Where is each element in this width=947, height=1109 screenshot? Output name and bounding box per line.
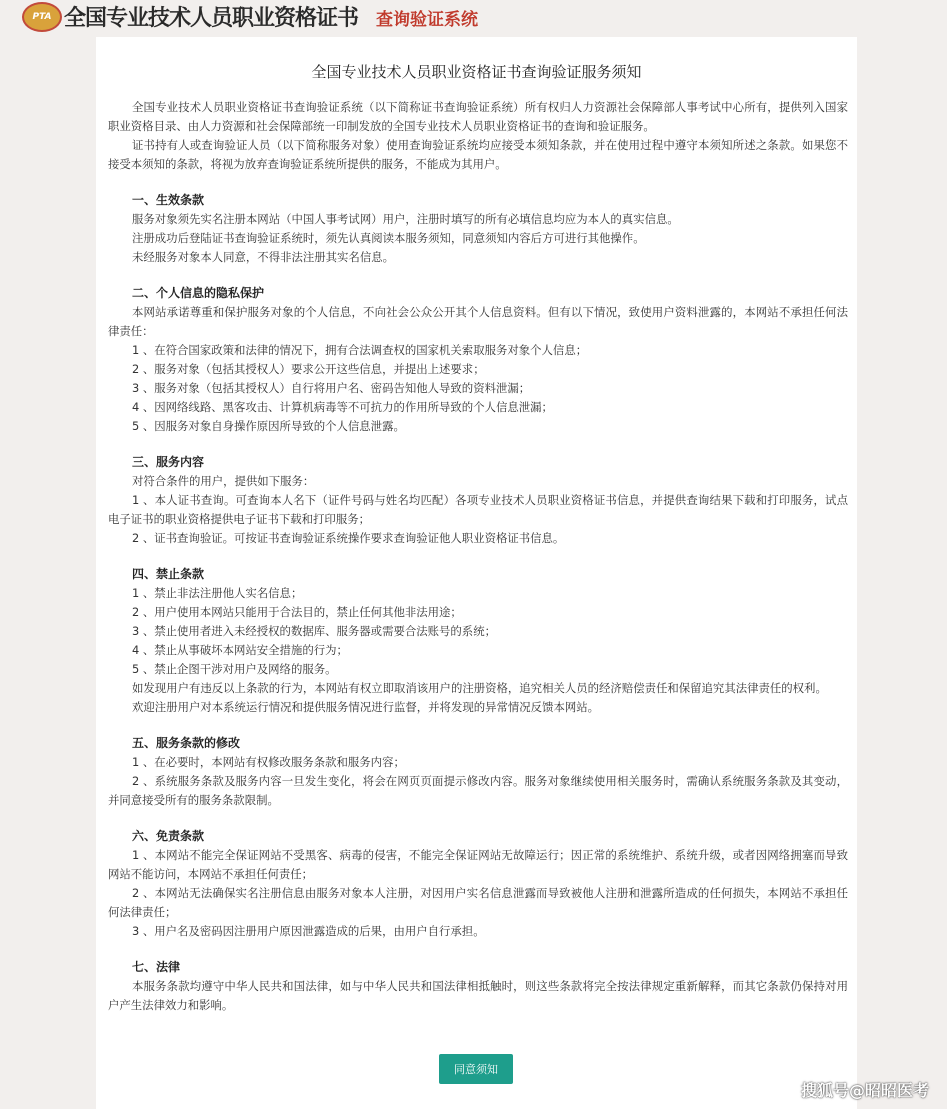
section-line: 2 、服务对象（包括其授权人）要求公开这些信息，并提出上述要求； — [132, 362, 485, 376]
notice-panel — [96, 37, 857, 1109]
section-line: 3 、禁止使用者进入未经授权的数据库、服务器或需要合法账号的系统； — [132, 624, 496, 638]
section-line: 1 、禁止非法注册他人实名信息； — [132, 586, 303, 600]
section-line: 本服务条款均遵守中华人民共和国法律，如与中华人民共和国法律相抵触时，则这些条款将完全按法律规定重新解释，而其它条款仍保持对用户产生法律效力和影响。 — [108, 979, 848, 1012]
section-line: 2 、系统服务条款及服务内容一旦发生变化，将会在网页页面提示修改内容。服务对象继续使用相关服务时，需确认系统服务条款及其变动，并同意接受所有的服务条款限制。 — [108, 774, 848, 807]
watermark: 搜狐号@昭昭医考 — [800, 1081, 929, 1100]
section-title: 五、服务条款的修改 — [132, 736, 241, 750]
agree-button[interactable]: 同意须知 — [439, 1054, 513, 1084]
section-line: 注册成功后登陆证书查询验证系统时，须先认真阅读本服务须知，同意须知内容后方可进行其他操作。 — [132, 231, 645, 245]
section-line: 服务对象须先实名注册本网站（中国人事考试网）用户，注册时填写的所有必填信息均应为本人的真实信息。 — [132, 212, 679, 226]
section-line: 2 、本网站无法确保实名注册信息由服务对象本人注册，对因用户实名信息泄露而导致被他人注册和泄露所造成的任何损失，本网站不承担任何法律责任； — [108, 886, 848, 919]
section-line: 4 、因网络线路、黑客攻击、计算机病毒等不可抗力的作用所导致的个人信息泄漏； — [132, 400, 553, 414]
notice-content — [108, 98, 848, 1015]
section-line: 未经服务对象本人同意，不得非法注册其实名信息。 — [132, 250, 394, 264]
section-line: 1 、本人证书查询。可查询本人名下（证件号码与姓名均匹配）各项专业技术人员职业资格证书信息，并提供查询结果下载和打印服务，试点电子证书的职业资格提供电子证书下载和打印服务； — [108, 493, 848, 526]
pta-logo — [22, 2, 62, 32]
section-line: 本网站承诺尊重和保护服务对象的个人信息，不向社会公众公开其个人信息资料。但有以下情况，致使用户资料泄露的，本网站不承担任何法律责任： — [108, 305, 848, 338]
section-title: 一、生效条款 — [132, 193, 205, 207]
section-line: 3 、用户名及密码因注册用户原因泄露造成的后果，由用户自行承担。 — [132, 924, 485, 938]
site-header — [0, 0, 947, 34]
section-line: 4 、禁止从事破坏本网站安全措施的行为； — [132, 643, 348, 657]
section-line: 1 、在必要时，本网站有权修改服务条款和服务内容； — [132, 755, 405, 769]
section-line: 2 、用户使用本网站只能用于合法目的，禁止任何其他非法用途； — [132, 605, 462, 619]
section-title: 四、禁止条款 — [132, 567, 205, 581]
site-subtitle: 查询验证系统 — [376, 10, 478, 30]
section-title: 七、法律 — [132, 960, 181, 974]
section-title: 二、个人信息的隐私保护 — [132, 286, 265, 300]
notice-title: 全国专业技术人员职业资格证书查询验证服务须知 — [311, 63, 642, 81]
section-line: 2 、证书查询验证。可按证书查询验证系统操作要求查询验证他人职业资格证书信息。 — [132, 531, 565, 545]
site-title: 全国专业技术人员职业资格证书 — [64, 6, 359, 31]
section-title: 六、免责条款 — [132, 829, 205, 843]
section-line: 如发现用户有违反以上条款的行为，本网站有权立即取消该用户的注册资格，追究相关人员的经济赔偿责任和保留追究其法律责任的权利。 — [132, 681, 827, 695]
logo-text: PTA — [32, 12, 52, 22]
section-line: 1 、本网站不能完全保证网站不受黑客、病毒的侵害，不能完全保证网站无故障运行；因正常的系统维护、系统升级，或者因网络拥塞而导致网站不能访问，本网站不承担任何责任； — [108, 848, 848, 881]
section-title: 三、服务内容 — [132, 455, 205, 469]
intro-paragraph: 证书持有人或查询验证人员（以下简称服务对象）使用查询验证系统均应接受本须知条款，并在使用过程中遵守本须知所述之条款。如果您不接受本须知的条款，将视为放弃查询验证系统所提供的服务，不能成为其用户。 — [108, 138, 848, 171]
section-line: 1 、在符合国家政策和法律的情况下，拥有合法调查权的国家机关索取服务对象个人信息； — [132, 343, 588, 357]
section-line: 3 、服务对象（包括其授权人）自行将用户名、密码告知他人导致的资料泄漏； — [132, 381, 531, 395]
section-line: 5 、因服务对象自身操作原因所导致的个人信息泄露。 — [132, 419, 405, 433]
section-line: 5 、禁止企图干涉对用户及网络的服务。 — [132, 662, 337, 676]
intro-paragraph: 全国专业技术人员职业资格证书查询验证系统（以下简称证书查询验证系统）所有权归人力资源社会保障部人事考试中心所有，提供列入国家职业资格目录、由人力资源和社会保障部统一印制发放的全国专业技术人员职业资格证书的查询和验证服务。 — [108, 100, 848, 133]
section-line: 对符合条件的用户，提供如下服务： — [132, 474, 315, 488]
section-line: 欢迎注册用户对本系统运行情况和提供服务情况进行监督，并将发现的异常情况反馈本网站。 — [132, 700, 600, 714]
